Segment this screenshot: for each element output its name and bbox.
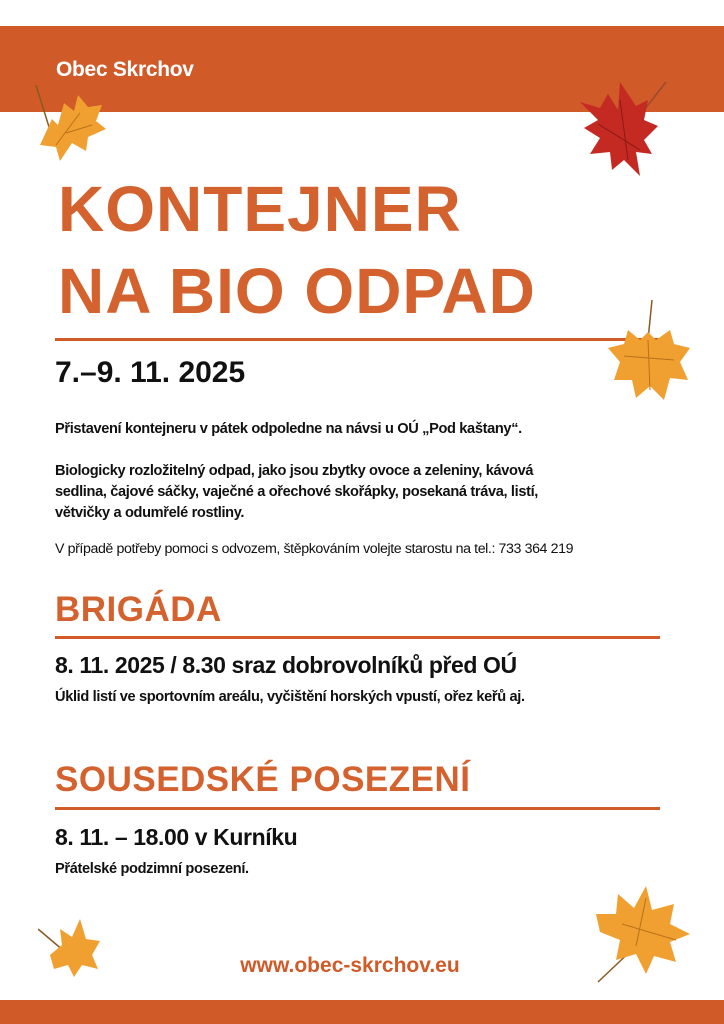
yellow-leaf-icon (30, 85, 108, 165)
gathering-heading: SOUSEDSKÉ POSEZENÍ (55, 760, 471, 799)
container-date: 7.–9. 11. 2025 (55, 356, 246, 389)
brigade-when: 8. 11. 2025 / 8.30 sraz dobrovolníků před OÚ (55, 652, 517, 678)
brigade-details: Úklid listí ve sportovním areálu, vyčištění horských vpustí, ořez keřů aj. (55, 689, 525, 705)
waste-line-3: větvičky a odumřelé rostliny. (55, 505, 245, 521)
title-divider (55, 338, 660, 341)
brigade-divider (55, 636, 660, 639)
placement-text: Přistavení kontejneru v pátek odpoledne na návsi u OÚ „Pod kaštany“. (55, 421, 522, 437)
brigade-heading: BRIGÁDA (55, 590, 222, 629)
waste-line-2: sedlina, čajové sáčky, vaječné a ořechové skořápky, posekaná tráva, listí, (55, 484, 538, 500)
footer-band (0, 1000, 724, 1024)
website-link[interactable]: www.obec-skrchov.eu (240, 954, 460, 977)
waste-line-1: Biologicky rozložitelný odpad, jako jsou zbytky ovoce a zeleniny, kávová (55, 463, 534, 479)
organization-name: Obec Skrchov (56, 58, 194, 81)
title-line-2: NA BIO ODPAD (58, 255, 536, 327)
title-line-1: KONTEJNER (58, 173, 462, 245)
gathering-when: 8. 11. – 18.00 v Kurníku (55, 824, 298, 850)
help-text: V případě potřeby pomoci s odvozem, štěpkováním volejte starostu na tel.: 733 364 219 (55, 541, 574, 557)
orange-leaf-icon (604, 300, 694, 404)
red-maple-leaf-icon (578, 80, 670, 180)
gathering-divider (55, 807, 660, 810)
gathering-details: Přátelské podzimní posezení. (55, 861, 249, 877)
